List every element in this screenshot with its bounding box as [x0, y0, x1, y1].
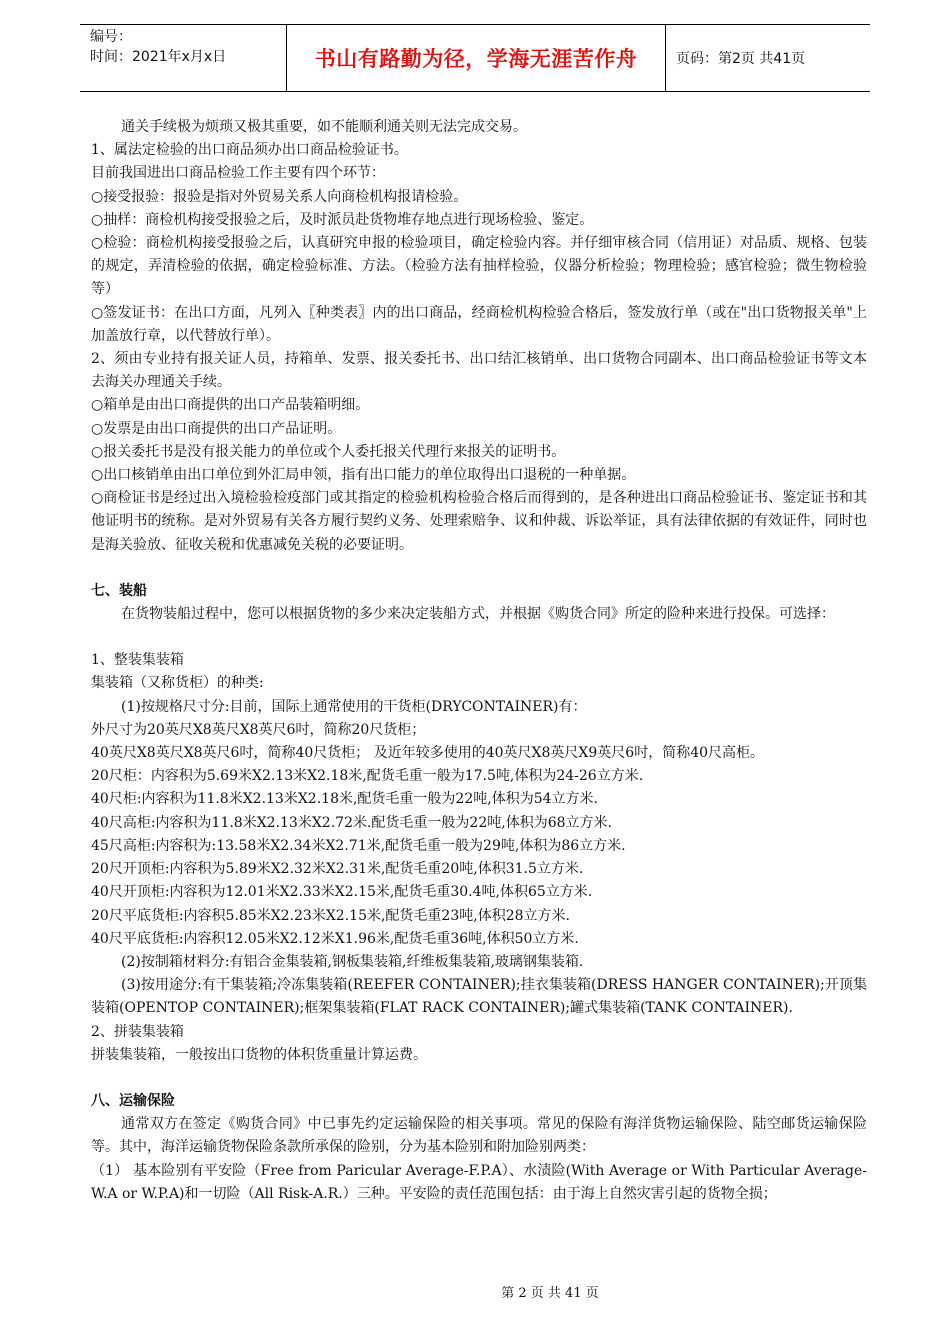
paragraph: 1、属法定检验的出口商品须办出口商品检验证书。 [91, 142, 408, 159]
document-body [91, 116, 867, 1206]
container-spec: 40尺平底货柜:内容积12.05米X2.12米X1.96米,配货毛重36吨,体积50立方米. [91, 930, 579, 947]
document-number-label: 编号： [90, 29, 132, 45]
list-item: ○检验：商检机构接受报验之后，认真研究申报的检验项目，确定检验内容。并仔细审核合同（信用证）对品质、规格、包装的规定，弄清检验的依据，确定检验标准、方法。（检验方法有抽样检验，仪器分析检验；物理检验；感官检验；微生物检验等） [91, 235, 867, 298]
paragraph: (2)按制箱材料分:有铝合金集装箱,钢板集装箱,纤维板集装箱,玻璃钢集装箱. [121, 953, 584, 970]
page-footer: 第 2 页 共 41 页 [501, 1286, 599, 1301]
list-item: ○出口核销单由出口单位到外汇局申领，指有出口能力的单位取得出口退税的一种单据。 [91, 467, 636, 484]
header-page-number: 页码：第2页 共41页 [676, 51, 806, 67]
paragraph: 40英尺X8英尺X8英尺6吋，简称40尺货柜； 及近年较多使用的40英尺X8英尺X9英尺6吋，简称40尺高柜。 [91, 745, 765, 762]
spacer [91, 626, 867, 649]
paragraph: 1、整装集装箱 [91, 652, 184, 669]
container-spec: 40尺高柜:内容积为11.8米X2.13米X2.72米.配货毛重一般为22吨,体积为68立方米. [91, 814, 612, 831]
paragraph: 集装箱（又称货柜）的种类: [91, 675, 264, 692]
paragraph: 目前我国进出口商品检验工作主要有四个环节： [91, 165, 385, 182]
paragraph: 通关手续极为烦琐又极其重要，如不能顺利通关则无法完成交易。 [121, 119, 527, 135]
paragraph: 在货物装船过程中，您可以根据货物的多少来决定装船方式，并根据《购货合同》所定的险种来进行投保。可选择： [121, 606, 835, 623]
paragraph: 外尺寸为20英尺X8英尺X8英尺6吋，简称20尺货柜； [91, 721, 426, 738]
spacer [91, 557, 867, 580]
paragraph: 2、拼装集装箱 [91, 1023, 184, 1040]
paragraph: 通常双方在签定《购货合同》中已事先约定运输保险的相关事项。常见的保险有海洋货物运输保险、陆空邮货运输保险等。其中，海洋运输货物保险条款所承保的险别，分为基本险别和附加险别两类： [91, 1116, 867, 1156]
container-spec: 45尺高柜:内容积为:13.58米X2.34米X2.71米,配货毛重一般为29吨,体积为86立方米. [91, 837, 626, 854]
container-spec: 40尺开顶柜:内容积为12.01米X2.33米X2.15米,配货毛重30.4吨,体积65立方米. [91, 884, 593, 901]
container-spec: 40尺柜:内容积为11.8米X2.13米X2.18米,配货毛重一般为22吨,体积为54立方米. [91, 791, 598, 808]
spacer [91, 1067, 867, 1090]
paragraph: (1)按规格尺寸分:目前，国际上通常使用的干货柜(DRYCONTAINER)有： [121, 698, 587, 715]
list-item: ○发票是由出口商提供的出口产品证明。 [91, 420, 342, 437]
paragraph: 2、须由专业持有报关证人员，持箱单、发票、报关委托书、出口结汇核销单、出口货物合同副本、出口商品检验证书等文本去海关办理通关手续。 [91, 351, 867, 391]
page-header [80, 24, 870, 92]
container-spec: 20尺柜：内容积为5.69米X2.13米X2.18米,配货毛重一般为17.5吨,体积为24-26立方米. [91, 768, 644, 785]
section-heading-insurance: 八、运输保险 [91, 1092, 175, 1109]
container-spec: 20尺开顶柜:内容积为5.89米X2.32米X2.31米,配货毛重20吨,体积31.5立方米. [91, 861, 584, 878]
list-item: ○商检证书是经过出入境检验检疫部门或其指定的检验机构检验合格后而得到的，是各种进出口商品检验证书、鉴定证书和其他证明书的统称。是对外贸易有关各方履行契约义务、处理索赔争、议和仲裁、诉讼举证，具有法律依据的有效证件，同时也是海关验放、征收关税和优惠减免关税的必要证明。 [91, 490, 867, 553]
header-motto: 书山有路勤为径，学海无涯苦作舟 [286, 25, 666, 91]
list-item: ○签发证书：在出口方面，凡列入〖种类表〗内的出口商品，经商检机构检验合格后，签发放行单（或在"出口货物报关单"上加盖放行章，以代替放行单）。 [91, 304, 867, 344]
list-item: ○报关委托书是没有报关能力的单位或个人委托报关代理行来报关的证明书。 [91, 443, 566, 460]
list-item: ○接受报验：报验是指对外贸易关系人向商检机构报请检验。 [91, 188, 468, 205]
paragraph: （1） 基本险别有平安险（Free from Paricular Average-F.P.A）、水渍险(With Average or With Particular Average-W.A or W.P.A)和一切险（All Risk-A.R.）三种。平安险的责任范围包括：由于海上自然灾害引起的货物全损； [91, 1162, 867, 1202]
section-heading-shipping: 七、装船 [91, 582, 147, 599]
container-spec: 20尺平底货柜:内容积5.85米X2.23米X2.15米,配货毛重23吨,体积28立方米. [91, 907, 570, 924]
paragraph: (3)按用途分:有干集装箱;冷冻集装箱(REEFER CONTAINER);挂衣集装箱(DRESS HANGER CONTAINER);开顶集装箱(OPENTOP CONTAINER);框架集装箱(FLAT RACK CONTAINER);罐式集装箱(TANK CONTAINER). [91, 977, 867, 1017]
list-item: ○箱单是由出口商提供的出口产品装箱明细。 [91, 397, 370, 414]
list-item: ○抽样：商检机构接受报验之后，及时派员赴货物堆存地点进行现场检验、鉴定。 [91, 211, 594, 228]
document-time-label: 时间：2021年x月x日 [90, 49, 227, 65]
header-left-cell [80, 25, 286, 91]
paragraph: 拼装集装箱，一般按出口货物的体积货重量计算运费。 [91, 1046, 427, 1063]
